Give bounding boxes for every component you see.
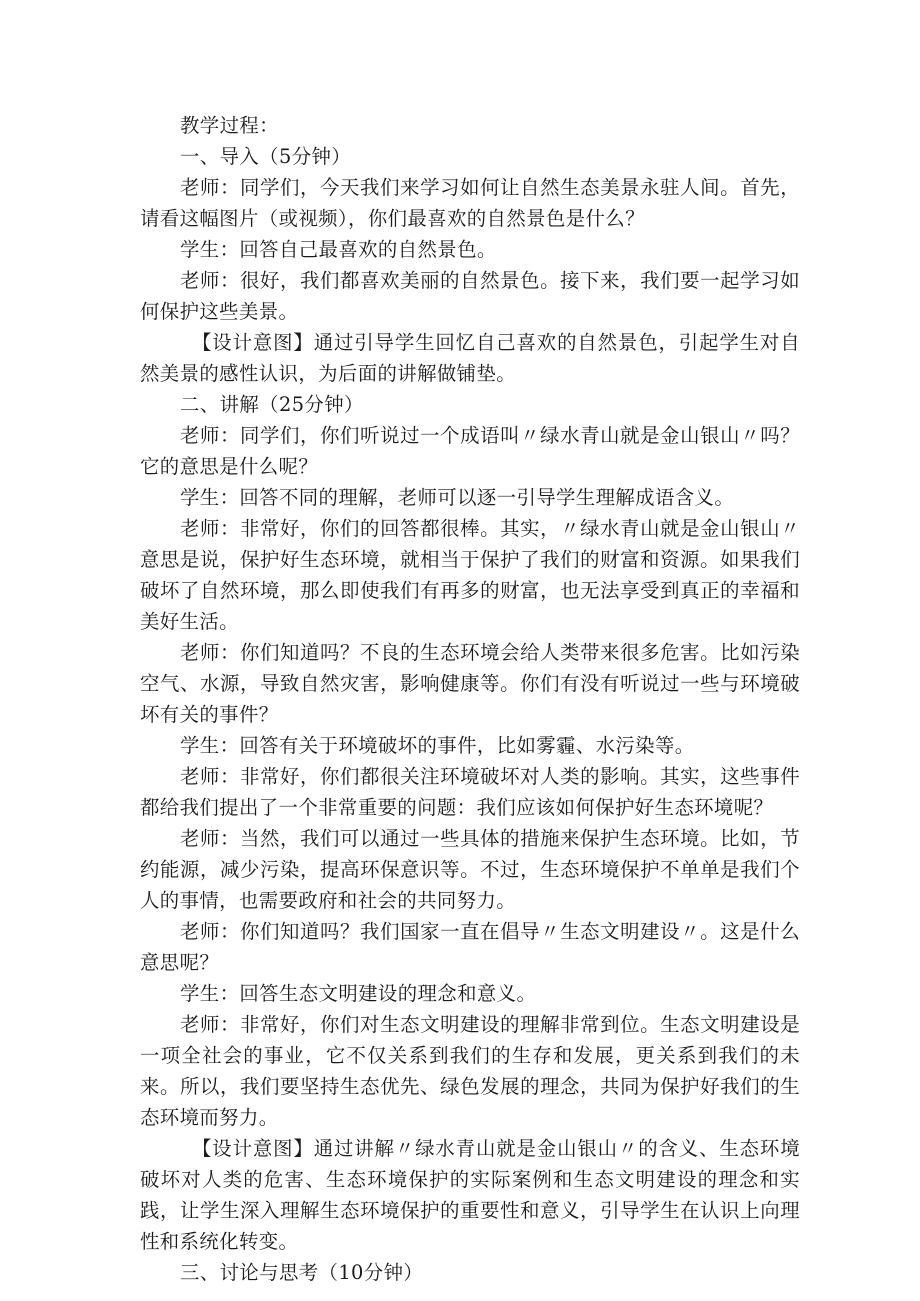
dialogue-paragraph: 学生：回答有关于环境破坏的事件，比如雾霾、水污染等。 bbox=[180, 734, 695, 757]
design-intent-paragraph: 【设计意图】通过讲解〃绿水青山就是金山银山〃的含义、生态环境破坏对人类的危害、生态环境保护的实际案例和生态文明建设的理念和实践，让学生深入理解生态环境保护的重要性和意义，引导学生在认识上向理性和系统化转变。 bbox=[140, 1137, 800, 1253]
dialogue-paragraph: 老师：同学们，今天我们来学习如何让自然生态美景永驻人间。首先，请看这幅图片（或视频），你们最喜欢的自然景色是什么？ bbox=[140, 176, 800, 230]
design-intent-paragraph: 【设计意图】通过引导学生回忆自己喜欢的自然景色，引起学生对自然美景的感性认识，为后面的讲解做铺垫。 bbox=[140, 331, 800, 385]
section-heading-explain: 二、讲解（25分钟） bbox=[180, 393, 364, 416]
dialogue-paragraph: 老师：很好，我们都喜欢美丽的自然景色。接下来，我们要一起学习如何保护这些美景。 bbox=[140, 269, 800, 323]
dialogue-paragraph: 学生：回答自己最喜欢的自然景色。 bbox=[180, 238, 497, 261]
dialogue-paragraph: 老师：你们知道吗？我们国家一直在倡导〃生态文明建设〃。这是什么意思呢？ bbox=[140, 920, 800, 974]
dialogue-paragraph: 学生：回答不同的理解，老师可以逐一引导学生理解成语含义。 bbox=[180, 486, 735, 509]
document-body bbox=[140, 110, 800, 1288]
section-intro-heading: 教学过程： bbox=[180, 114, 279, 137]
section-heading-import: 一、导入（5分钟） bbox=[180, 145, 352, 168]
dialogue-paragraph: 老师：你们知道吗？不良的生态环境会给人类带来很多危害。比如污染空气、水源，导致自然灾害，影响健康等。你们有没有听说过一些与环境破坏有关的事件？ bbox=[140, 641, 800, 726]
section-heading-discussion: 三、讨论与思考（10分钟） bbox=[180, 1261, 424, 1284]
dialogue-paragraph: 老师：当然，我们可以通过一些具体的措施来保护生态环境。比如，节约能源，减少污染，提高环保意识等。不过，生态环境保护不单单是我们个人的事情，也需要政府和社会的共同努力。 bbox=[140, 827, 800, 912]
dialogue-paragraph: 老师：非常好，你们都很关注环境破坏对人类的影响。其实，这些事件都给我们提出了一个非常重要的问题：我们应该如何保护好生态环境呢？ bbox=[140, 765, 800, 819]
dialogue-paragraph: 老师：非常好，你们的回答都很棒。其实，〃绿水青山就是金山银山〃意思是说，保护好生态环境，就相当于保护了我们的财富和资源。如果我们破坏了自然环境，那么即使我们有再多的财富，也无法享受到真正的幸福和美好生活。 bbox=[140, 517, 800, 633]
dialogue-paragraph: 老师：同学们，你们听说过一个成语叫〃绿水青山就是金山银山〃吗？它的意思是什么呢？ bbox=[140, 424, 800, 478]
dialogue-paragraph: 学生：回答生态文明建设的理念和意义。 bbox=[180, 982, 537, 1005]
dialogue-paragraph: 老师：非常好，你们对生态文明建设的理解非常到位。生态文明建设是一项全社会的事业，它不仅关系到我们的生存和发展，更关系到我们的未来。所以，我们要坚持生态优先、绿色发展的理念，共同为保护好我们的生态环境而努力。 bbox=[140, 1013, 800, 1129]
